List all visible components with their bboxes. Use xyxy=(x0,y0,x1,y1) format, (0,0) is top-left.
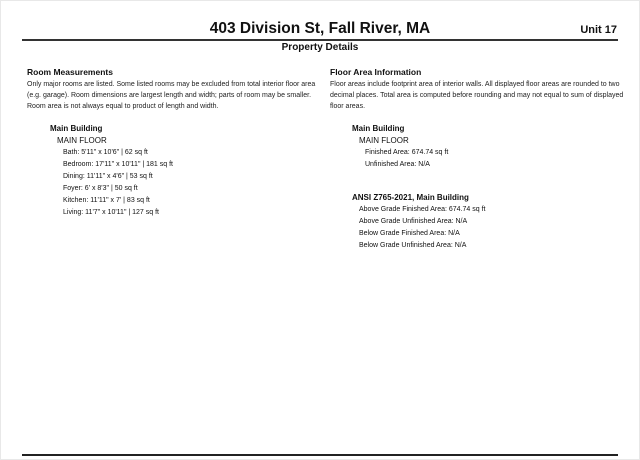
footer-divider xyxy=(22,454,618,456)
room-measurements-description: Only major rooms are listed. Some listed rooms may be excluded from total interior floor area (e.g. garage). Room dimensions are largest length and width; parts of room may be smaller. Room area is not always equal to product of length and width. xyxy=(27,81,316,110)
room-item-bath: Bath: 5'11" x 10'6" | 62 sq ft xyxy=(63,149,148,156)
floor-area-description: Floor areas include footprint area of interior walls. All displayed floor areas are rounded to two decimal places. Total area is computed before rounding and may not equal to sum of displayed floor areas. xyxy=(330,81,624,110)
room-item-dining: Dining: 11'11" x 4'6" | 53 sq ft xyxy=(63,173,153,180)
room-measurements-section xyxy=(27,67,323,112)
page-title: 403 Division St, Fall River, MA xyxy=(209,20,431,37)
ansi-list xyxy=(352,192,485,252)
unit-label: Unit 17 xyxy=(580,24,617,36)
header-divider xyxy=(22,39,618,41)
building-title: Main Building xyxy=(352,124,405,133)
room-list xyxy=(50,123,173,219)
below-grade-unfinished: Below Grade Unfinished Area: N/A xyxy=(359,242,467,249)
below-grade-finished: Below Grade Finished Area: N/A xyxy=(359,230,460,237)
building-title: Main Building xyxy=(50,124,103,133)
floor-title: MAIN FLOOR xyxy=(57,136,107,145)
room-measurements-heading: Room Measurements xyxy=(27,67,113,77)
room-item-bedroom: Bedroom: 17'11" x 10'11" | 181 sq ft xyxy=(63,161,173,168)
ansi-heading: ANSI Z765-2021, Main Building xyxy=(352,193,469,202)
room-item-foyer: Foyer: 6' x 8'3" | 50 sq ft xyxy=(63,185,138,192)
floor-area-section xyxy=(330,67,626,112)
finished-area: Finished Area: 674.74 sq ft xyxy=(365,149,449,156)
above-grade-unfinished: Above Grade Unfinished Area: N/A xyxy=(359,218,468,225)
page-subtitle: Property Details xyxy=(281,42,359,53)
floor-title: MAIN FLOOR xyxy=(359,136,409,145)
floor-area-heading: Floor Area Information xyxy=(330,67,422,77)
unfinished-area: Unfinished Area: N/A xyxy=(365,161,430,168)
room-item-kitchen: Kitchen: 11'11" x 7' | 83 sq ft xyxy=(63,197,150,204)
room-item-living: Living: 11'7" x 10'11" | 127 sq ft xyxy=(63,209,159,216)
floor-area-list xyxy=(352,123,448,171)
above-grade-finished: Above Grade Finished Area: 674.74 sq ft xyxy=(359,206,486,213)
